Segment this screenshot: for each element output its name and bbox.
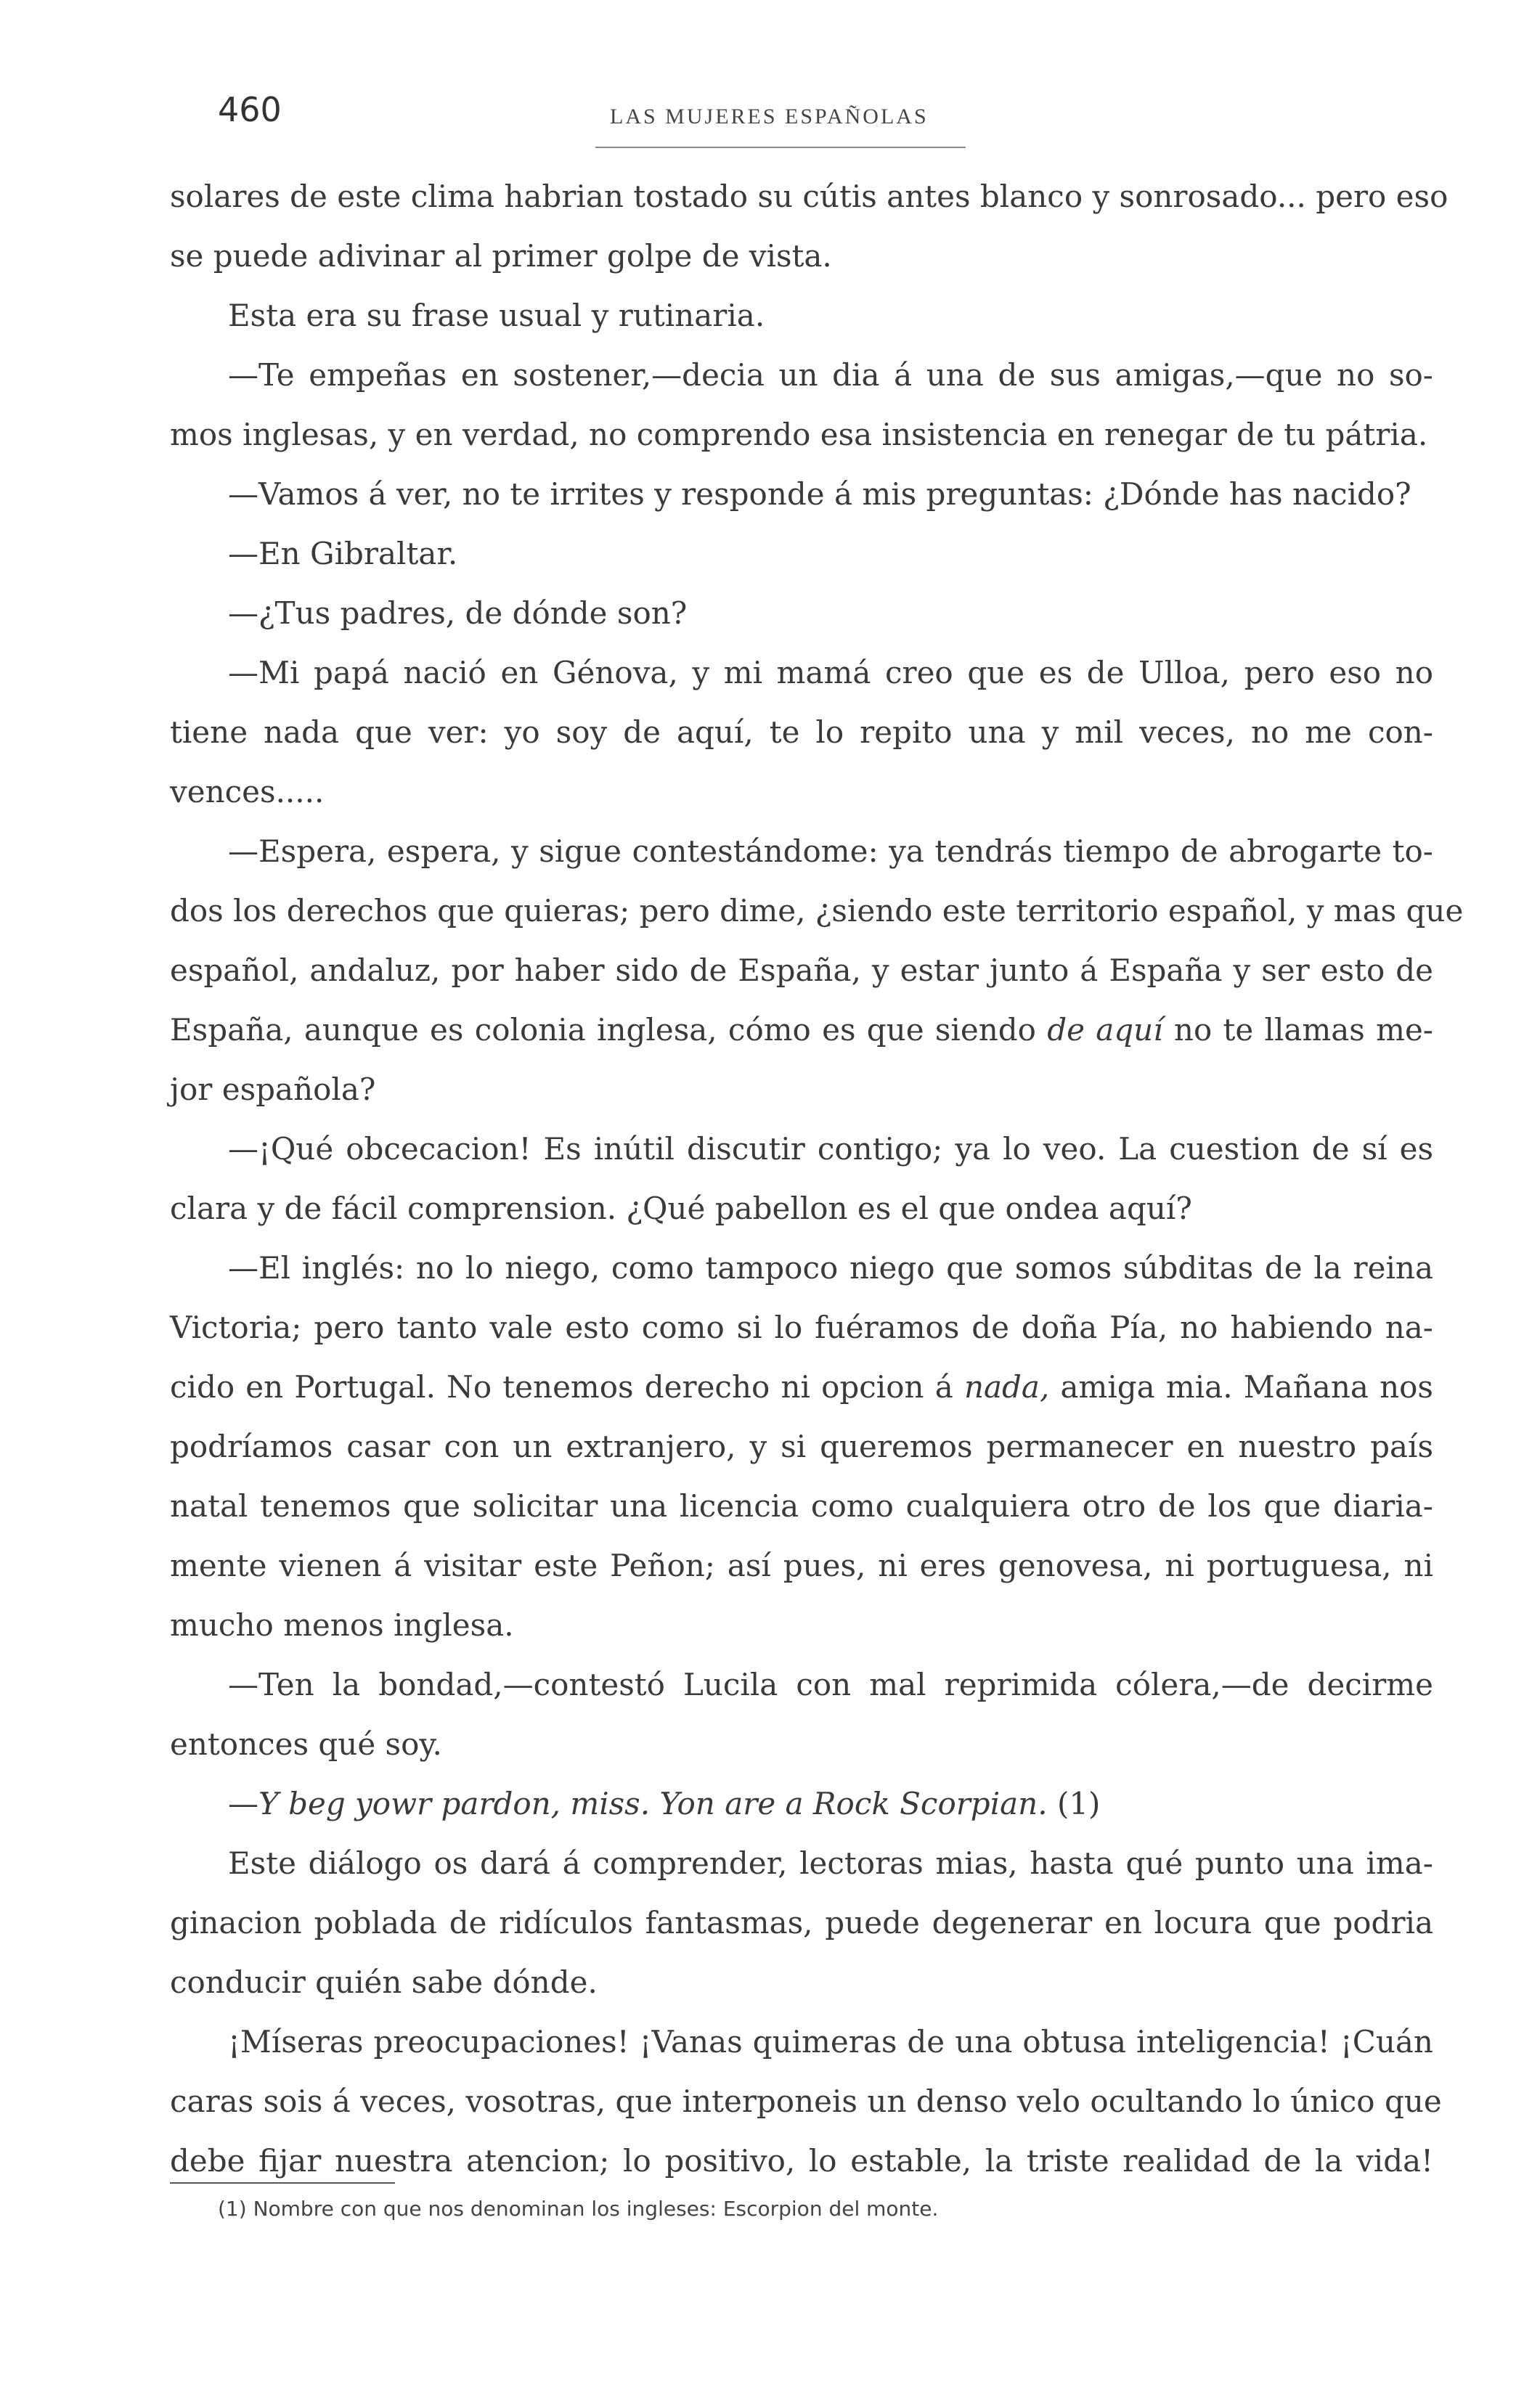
page-number: 460 bbox=[218, 90, 282, 129]
footnote-ref: (1) bbox=[1056, 1786, 1101, 1821]
text-line-tail: amiga mia. Mañana nos bbox=[1060, 1369, 1433, 1405]
text-line: jor española? bbox=[170, 1072, 376, 1107]
text-line: Victoria; pero tanto vale esto como si lo fuéramos de doña Pía, no habiendo na- bbox=[170, 1310, 1433, 1345]
text-line: podríamos casar con un extranjero, y si queremos permanecer en nuestro país bbox=[170, 1429, 1433, 1464]
text-line: caras sois á veces, vosotras, que interponeis un denso velo ocultando lo único que bbox=[170, 2083, 1442, 2119]
running-title: LAS MUJERES ESPAÑOLAS bbox=[610, 105, 929, 128]
text-line: tiene nada que ver: yo soy de aquí, te lo repito una y mil veces, no me con- bbox=[170, 714, 1433, 750]
page-header bbox=[218, 86, 1445, 144]
footnote: (1) Nombre con que nos denominan los ingleses: Escorpion del monte. bbox=[218, 2197, 939, 2221]
footnote-rule bbox=[170, 2182, 395, 2184]
text-line: conducir quién sabe dónde. bbox=[170, 1964, 598, 2000]
text-line: se puede adivinar al primer golpe de vista. bbox=[170, 238, 832, 274]
text-line: mucho menos inglesa. bbox=[170, 1607, 514, 1643]
text-line: —El inglés: no lo niego, como tampoco niego que somos súbditas de la reina bbox=[228, 1250, 1433, 1286]
text-line-tail: no te llamas me- bbox=[1173, 1012, 1434, 1048]
text-line: —¡Qué obcecacion! Es inútil discutir contigo; ya lo veo. La cuestion de sí es bbox=[228, 1131, 1433, 1167]
text-line: solares de este clima habrian tostado su cútis antes blanco y sonrosado... pero eso bbox=[170, 179, 1448, 214]
text-line: natal tenemos que solicitar una licencia como cualquiera otro de los que diaria- bbox=[170, 1488, 1433, 1524]
text-line: clara y de fácil comprension. ¿Qué pabellon es el que ondea aquí? bbox=[170, 1191, 1192, 1226]
text-line: —En Gibraltar. bbox=[228, 536, 458, 571]
text-line: Esta era su frase usual y rutinaria. bbox=[228, 298, 765, 333]
text-line: entonces qué soy. bbox=[170, 1726, 442, 1762]
italic-phrase: de aquí bbox=[1047, 1012, 1163, 1048]
text-line: —Vamos á ver, no te irrites y responde á mis preguntas: ¿Dónde has nacido? bbox=[228, 476, 1411, 512]
text-line-head: — bbox=[228, 1786, 258, 1821]
text-line: Este diálogo os dará á comprender, lectoras mias, hasta qué punto una ima- bbox=[228, 1845, 1433, 1881]
text-line: ¡Míseras preocupaciones! ¡Vanas quimeras de una obtusa inteligencia! ¡Cuán bbox=[228, 2024, 1433, 2060]
text-line: —Te empeñas en sostener,—decia un dia á una de sus amigas,—que no so- bbox=[228, 357, 1433, 393]
body-text bbox=[170, 167, 1464, 2191]
text-line bbox=[170, 1774, 1433, 1834]
text-line: —¿Tus padres, de dónde son? bbox=[228, 595, 688, 631]
text-line: español, andaluz, por haber sido de España, y estar junto á España y ser esto de bbox=[170, 952, 1433, 988]
text-line bbox=[170, 1000, 1433, 1060]
text-line-head: cido en Portugal. No tenemos derecho ni opcion á bbox=[170, 1369, 953, 1405]
text-line: ginacion poblada de ridículos fantasmas, puede degenerar en locura que podria bbox=[170, 1905, 1433, 1940]
text-line: mos inglesas, y en verdad, no comprendo esa insistencia en renegar de tu pátria. bbox=[170, 417, 1428, 452]
text-line bbox=[170, 1358, 1433, 1417]
header-rule bbox=[595, 147, 966, 148]
text-line: —Mi papá nació en Génova, y mi mamá creo que es de Ulloa, pero eso no bbox=[228, 655, 1433, 690]
text-line: —Ten la bondad,—contestó Lucila con mal reprimida cólera,—de decirme bbox=[228, 1667, 1433, 1702]
text-line: vences..... bbox=[170, 774, 325, 809]
text-line: —Espera, espera, y sigue contestándome: ya tendrás tiempo de abrogarte to- bbox=[228, 833, 1433, 869]
text-line: mente vienen á visitar este Peñon; así pues, ni eres genovesa, ni portuguesa, ni bbox=[170, 1548, 1433, 1583]
text-line: debe fijar nuestra atencion; lo positivo, lo estable, la triste realidad de la vida! bbox=[170, 2143, 1433, 2179]
italic-phrase: Y beg yowr pardon, miss. Yon are a Rock Scorpian. bbox=[258, 1786, 1048, 1821]
text-line: dos los derechos que quieras; pero dime, ¿siendo este territorio español, y mas que bbox=[170, 893, 1464, 928]
italic-phrase: nada, bbox=[963, 1369, 1050, 1405]
text-line-head: España, aunque es colonia inglesa, cómo es que siendo bbox=[170, 1012, 1036, 1048]
